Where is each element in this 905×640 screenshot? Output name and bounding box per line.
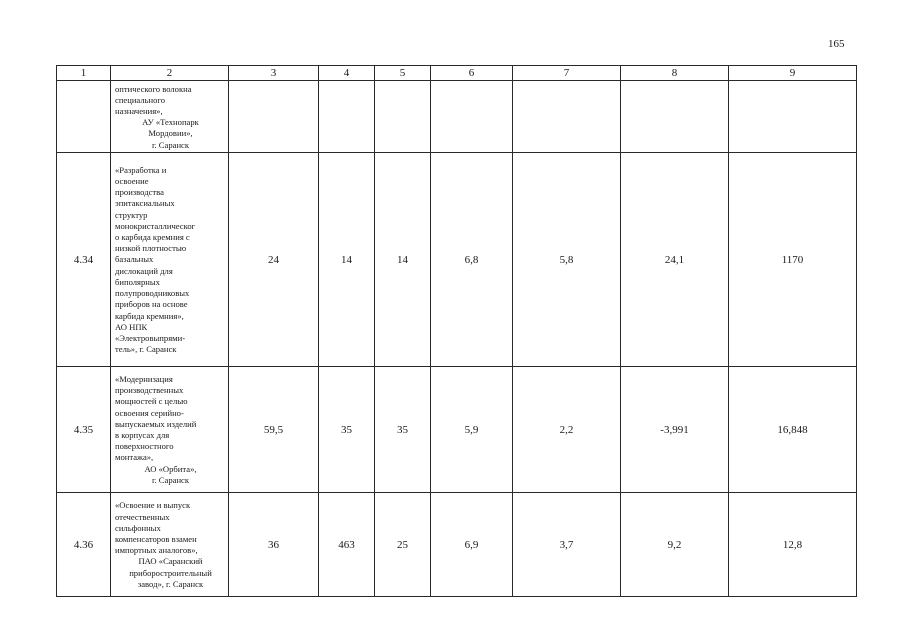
description-line: производства	[115, 187, 164, 198]
value-cell-col-6: 6,8	[431, 153, 513, 366]
row-number	[57, 81, 111, 153]
value-cell-col-4: 14	[319, 153, 375, 366]
description-line: приборов на основе	[115, 299, 188, 310]
project-description-cell	[111, 366, 229, 493]
description-line: дислокаций для	[115, 265, 173, 276]
value-cell-col-3: 36	[229, 493, 319, 597]
value-cell-col-6	[431, 81, 513, 153]
value-cell-col-9: 12,8	[729, 493, 857, 597]
description-line: биполярных	[115, 276, 160, 287]
value-cell-col-8: -3,991	[621, 366, 729, 493]
value-cell-col-3: 24	[229, 153, 319, 366]
row-number: 4.34	[57, 153, 111, 366]
value-cell-col-3	[229, 81, 319, 153]
description-line: структур	[115, 209, 148, 220]
value-cell-col-5	[375, 81, 431, 153]
description-line: поверхностного	[115, 441, 174, 452]
description-line: ПАО «Саранский	[138, 556, 203, 567]
value-cell-col-6: 6,9	[431, 493, 513, 597]
value-cell-col-9: 16,848	[729, 366, 857, 493]
description-line: тель», г. Саранск	[115, 344, 177, 355]
description-line: г. Саранск	[151, 474, 190, 485]
description-line: завод», г. Саранск	[137, 578, 204, 589]
header-cell: 5	[375, 66, 431, 81]
description-line: эпитаксиальных	[115, 198, 175, 209]
value-cell-col-5: 25	[375, 493, 431, 597]
row-number: 4.36	[57, 493, 111, 597]
project-description	[115, 374, 226, 486]
description-line: «Электровыпрями-	[115, 332, 186, 343]
header-cell: 1	[57, 66, 111, 81]
value-cell-col-6: 5,9	[431, 366, 513, 493]
description-line: «Разработка и	[115, 164, 167, 175]
value-cell-col-5: 14	[375, 153, 431, 366]
value-cell-col-4	[319, 81, 375, 153]
header-row	[57, 66, 857, 81]
page-number: 165	[828, 38, 845, 50]
description-line: оптического волокна	[115, 83, 192, 94]
description-line: импортных аналогов»,	[115, 545, 198, 556]
table-row	[57, 366, 857, 493]
header-cell: 7	[513, 66, 621, 81]
description-line: компенсаторов взамен	[115, 533, 197, 544]
value-cell-col-9	[729, 81, 857, 153]
description-line: г. Саранск	[151, 139, 190, 150]
description-line: специального	[115, 94, 166, 105]
value-cell-col-8: 9,2	[621, 493, 729, 597]
description-line: выпускаемых изделий	[115, 418, 197, 429]
description-line: карбида кремния»,	[115, 310, 184, 321]
project-description	[115, 165, 226, 355]
value-cell-col-8: 24,1	[621, 153, 729, 366]
description-line: базальных	[115, 254, 154, 265]
value-cell-col-7: 3,7	[513, 493, 621, 597]
value-cell-col-8	[621, 81, 729, 153]
description-line: АО НПК	[115, 321, 148, 332]
header-cell: 9	[729, 66, 857, 81]
value-cell-col-7: 5,8	[513, 153, 621, 366]
project-description	[115, 84, 226, 151]
description-line: отечественных	[115, 511, 170, 522]
description-line: мощностей с целью	[115, 396, 188, 407]
description-line: АО «Орбита»,	[144, 463, 197, 474]
value-cell-col-3: 59,5	[229, 366, 319, 493]
description-line: АУ «Технопарк	[142, 117, 199, 128]
description-line: сильфонных	[115, 522, 161, 533]
description-line: назначения»,	[115, 106, 163, 117]
value-cell-col-4: 35	[319, 366, 375, 493]
description-line: освоения серийно-	[115, 407, 184, 418]
description-line: «Освоение и выпуск	[115, 500, 191, 511]
project-description-cell	[111, 493, 229, 597]
description-line: полупроводниковых	[115, 288, 190, 299]
data-table	[56, 65, 857, 597]
description-line: производственных	[115, 385, 184, 396]
description-line: приборостроительный	[129, 567, 212, 578]
project-description	[115, 500, 226, 590]
description-line: о карбида кремния с	[115, 232, 190, 243]
description-line: Мордовии»,	[148, 128, 193, 139]
header-cell: 4	[319, 66, 375, 81]
header-cell: 8	[621, 66, 729, 81]
value-cell-col-7	[513, 81, 621, 153]
header-cell: 2	[111, 66, 229, 81]
value-cell-col-9: 1170	[729, 153, 857, 366]
table-row	[57, 493, 857, 597]
description-line: «Модернизация	[115, 374, 173, 385]
table-row	[57, 81, 857, 153]
description-line: монокристаллическог	[115, 220, 196, 231]
description-line: монтажа»,	[115, 452, 154, 463]
header-cell: 3	[229, 66, 319, 81]
description-line: в корпусах для	[115, 430, 170, 441]
description-line: освоение	[115, 176, 149, 187]
header-cell: 6	[431, 66, 513, 81]
value-cell-col-7: 2,2	[513, 366, 621, 493]
description-line: низкой плотностью	[115, 243, 187, 254]
project-description-cell	[111, 153, 229, 366]
project-description-cell	[111, 81, 229, 153]
table-row	[57, 153, 857, 366]
value-cell-col-5: 35	[375, 366, 431, 493]
value-cell-col-4: 463	[319, 493, 375, 597]
row-number: 4.35	[57, 366, 111, 493]
